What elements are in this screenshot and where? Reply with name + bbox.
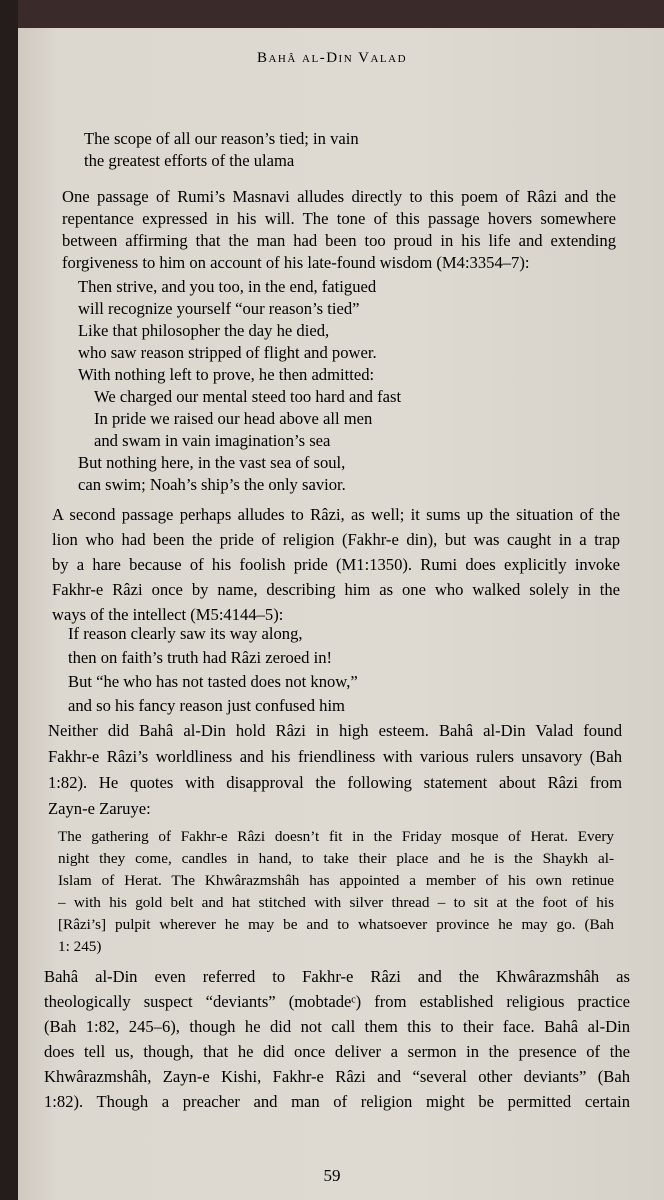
verse-line: and so his fancy reason just confused him — [68, 696, 345, 715]
verse-line: then on faith’s truth had Râzi zeroed in! — [68, 648, 333, 667]
paragraph-line: ways of the intellect (M5:4144–5): — [52, 605, 284, 624]
verse-line: can swim; Noah’s ship’s the only savior. — [78, 475, 346, 494]
paragraph-line: does tell us, though, that he did once deliver a sermon in the presence of the — [44, 1042, 630, 1061]
paragraph-line: Fakhr-e Râzi’s worldliness and his friendliness with various rulers unsavory (Bah — [48, 747, 622, 766]
paragraph-line: Zayn-e Zaruye: — [48, 799, 151, 818]
quote-line: [Râzi’s] pulpit wherever he may be and to whatsoever province he may go. (Bah — [58, 916, 614, 933]
paragraph-line: Bahâ al-Din even referred to Fakhr-e Râzi and the Khwârazmshâh as — [44, 967, 630, 986]
paragraph-line: repentance expressed in his will. The tone of this passage hovers somewhere — [62, 209, 616, 228]
verse-line: But “he who has not tasted does not know,” — [68, 672, 358, 691]
verse-line: With nothing left to prove, he then admitted: — [78, 365, 375, 384]
paragraph-line: by a hare because of his foolish pride (M1:1350). Rumi does explicitly invoke — [52, 555, 620, 574]
paragraph-2 — [52, 502, 620, 627]
paragraph-3 — [48, 718, 622, 822]
background-top — [0, 0, 664, 30]
paragraph-line: Neither did Bahâ al-Din hold Râzi in high esteem. Bahâ al-Din Valad found — [48, 721, 622, 740]
verse-2 — [78, 276, 538, 496]
verse-1 — [84, 128, 504, 172]
paragraph-line: A second passage perhaps alludes to Râzi, as well; it sums up the situation of the — [52, 505, 620, 524]
verse-line: who saw reason stripped of flight and power. — [78, 343, 377, 362]
verse-line: the greatest efforts of the ulama — [84, 151, 295, 170]
quote-line: night they come, candles in hand, to take their place and he is the Shaykh al- — [58, 850, 614, 867]
verse-line: will recognize yourself “our reason’s tied” — [78, 299, 360, 318]
paragraph-line: forgiveness to him on account of his late-found wisdom (M4:3354–7): — [62, 253, 530, 272]
paragraph-line: between affirming that the man had been too proud in his life and extending — [62, 231, 616, 250]
verse-line: We charged our mental steed too hard and fast — [94, 387, 402, 406]
paragraph-line: One passage of Rumi’s Masnavi alludes directly to this poem of Râzi and the — [62, 187, 616, 206]
paragraph-line: 1:82). He quotes with disapproval the following statement about Râzi from — [48, 773, 622, 792]
paragraph-4 — [44, 964, 630, 1114]
verse-3 — [68, 622, 528, 718]
running-head: Bahâ al-Din Valad — [256, 50, 408, 66]
paragraph-line: lion who had been the pride of religion (Fakhr-e din), but was caught in a trap — [52, 530, 620, 549]
paragraph-line: Fakhr-e Râzi once by name, describing him as one who walked solely in the — [52, 580, 620, 599]
paragraph-1 — [62, 186, 616, 274]
paragraph-line: Khwârazmshâh, Zayn-e Kishi, Fakhr-e Râzi and “several other deviants” (Bah — [44, 1067, 630, 1086]
paragraph-line: (Bah 1:82, 245–6), though he did not call them this to their face. Bahâ al-Din — [44, 1017, 630, 1036]
quote-line: 1: 245) — [58, 938, 102, 955]
verse-line: Then strive, and you too, in the end, fatigued — [78, 277, 377, 296]
verse-line: The scope of all our reason’s tied; in vain — [84, 129, 359, 148]
block-quote — [58, 826, 614, 958]
quote-line: Islam of Herat. The Khwârazmshâh has appointed a member of his own retinue — [58, 872, 614, 889]
verse-line: and swam in vain imagination’s sea — [94, 431, 331, 450]
paragraph-line: theologically suspect “deviants” (mobtadeᶜ) from established religious practice — [44, 992, 630, 1011]
page-number: 59 — [323, 1166, 341, 1185]
quote-line: The gathering of Fakhr-e Râzi doesn’t fit in the Friday mosque of Herat. Every — [58, 828, 614, 845]
quote-line: – with his gold belt and hat stitched with silver thread – to sit at the foot of his — [58, 894, 614, 911]
verse-line: Like that philosopher the day he died, — [78, 321, 330, 340]
verse-line: If reason clearly saw its way along, — [68, 624, 303, 643]
verse-line: But nothing here, in the vast sea of soul, — [78, 453, 346, 472]
paragraph-line: 1:82). Though a preacher and man of religion might be permitted certain — [44, 1092, 630, 1111]
background-left — [0, 0, 18, 1200]
verse-line: In pride we raised our head above all men — [94, 409, 373, 428]
